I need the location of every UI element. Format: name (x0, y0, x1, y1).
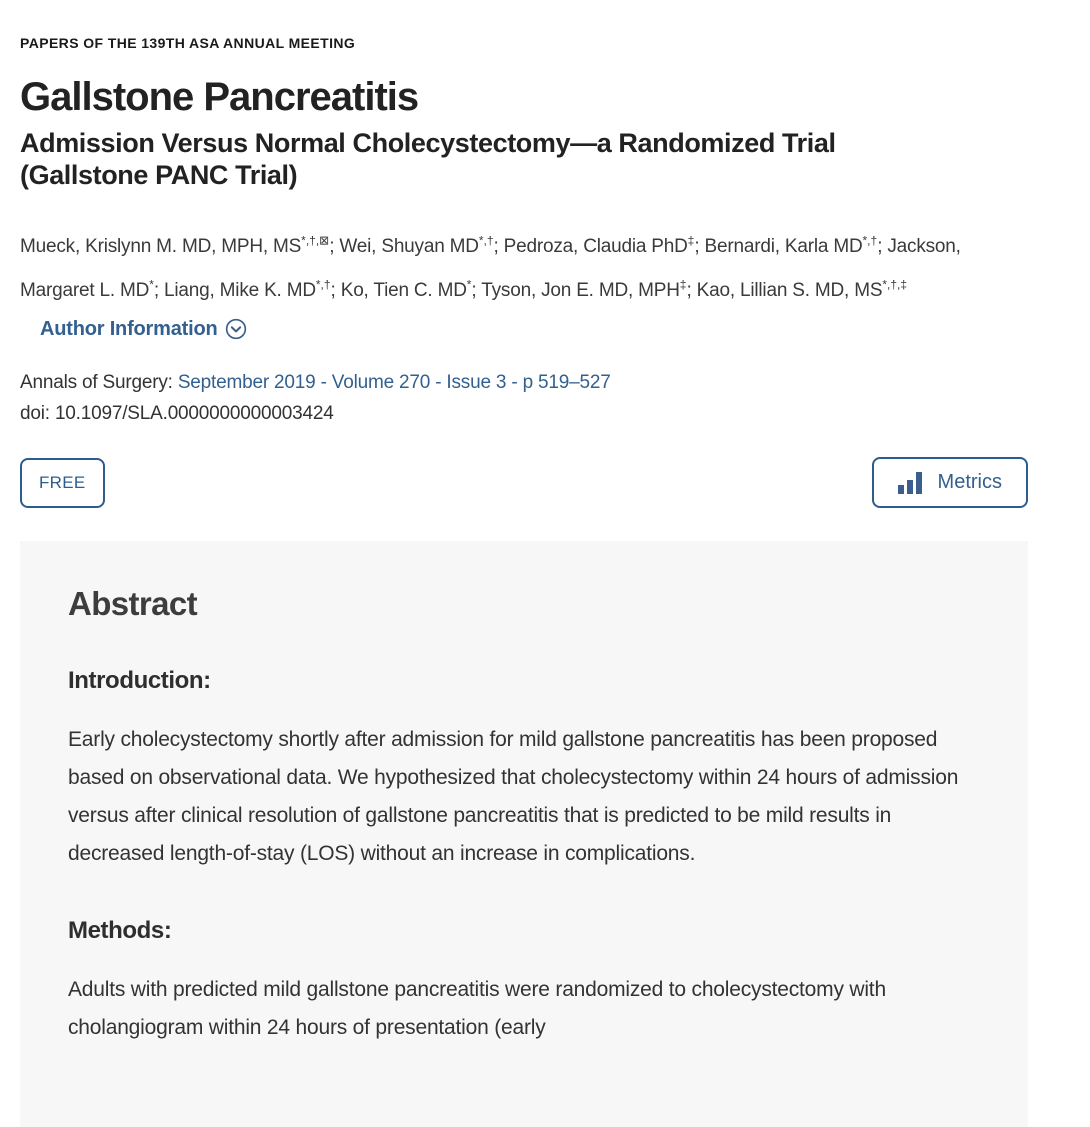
author-name: Bernardi, Karla MD (704, 236, 863, 258)
author: Jackson, Margaret L. MD*; (20, 236, 961, 302)
author-name: Tyson, Jon E. MD, MPH (481, 280, 680, 302)
author-affiliation-sup: *,† (478, 233, 494, 248)
free-access-badge[interactable]: FREE (20, 458, 105, 508)
author-affiliation-sup: ‡ (679, 278, 687, 293)
author-affiliation-sup: *,† (862, 233, 878, 248)
author-affiliation-sup: *,†,⊠ (301, 233, 330, 248)
doi-value: 10.1097/SLA.0000000000003424 (54, 403, 334, 425)
author-name: Jackson, Margaret L. MD (20, 236, 961, 302)
author-affiliation-sup: *,† (315, 278, 331, 293)
actions-row (20, 457, 1028, 508)
author-affiliation-sup: * (149, 278, 154, 293)
author-name: Wei, Shuyan MD (339, 236, 479, 258)
abstract-section-text: Early cholecystectomy shortly after admission for mild gallstone pancreatitis has been proposed based on observational data. We hypothesized that cholecystectomy within 24 hours of admission versus after clinical resolution of gallstone pancreatitis that is predicted to be mild results in decreased length-of-stay (LOS) without an increase in complications. (68, 728, 959, 866)
doi-label: doi: (20, 403, 50, 425)
author: Bernardi, Karla MD*,†; (704, 233, 888, 258)
author-name: Mueck, Krislynn M. MD, MPH, MS (20, 236, 302, 258)
author: Mueck, Krislynn M. MD, MPH, MS*,†,⊠; (20, 233, 340, 258)
author: Wei, Shuyan MD*,†; (339, 233, 504, 258)
chevron-down-circle-icon[interactable] (225, 318, 247, 340)
author: Liang, Mike K. MD*,†; (164, 278, 341, 302)
abstract-section-heading: Introduction: (68, 667, 211, 695)
author: Pedroza, Claudia PhD‡; (503, 233, 705, 258)
citation-line (20, 367, 1028, 398)
citation-block (20, 367, 1028, 429)
author-name: Pedroza, Claudia PhD (503, 236, 688, 258)
article-title: Gallstone Pancreatitis (20, 75, 419, 119)
author-affiliation-sup: * (466, 278, 472, 293)
article-subtitle: Admission Versus Normal Cholecystectomy—a Randomized Trial (Gallstone PANC Trial) (20, 128, 836, 191)
author-name: Ko, Tien C. MD (340, 280, 467, 302)
author-information-label: Author Information (40, 318, 218, 341)
author-affiliation-sup: ‡ (687, 233, 695, 248)
author-name: Liang, Mike K. MD (164, 280, 316, 302)
authors-block (20, 222, 1010, 350)
abstract-section-heading: Methods: (68, 917, 172, 945)
bar-chart-icon (898, 472, 922, 494)
abstract-sections (68, 667, 980, 1047)
abstract-panel (20, 541, 1028, 1127)
author-information-link[interactable] (40, 310, 247, 348)
journal-name: Annals of Surgery: (20, 372, 173, 394)
abstract-heading: Abstract (68, 585, 198, 623)
issue-link[interactable]: September 2019 - Volume 270 - Issue 3 - p 519–527 (177, 372, 611, 394)
author-name: Kao, Lillian S. MD, MS (696, 280, 883, 302)
doi-line (20, 398, 1028, 429)
metrics-label: Metrics (937, 471, 1002, 494)
author (697, 280, 907, 301)
author-affiliation-sup: *,†,‡ (882, 278, 907, 293)
abstract-section-text: Adults with predicted mild gallstone pancreatitis were randomized to cholecystectomy with cholangiogram within 24 hours of presentation (early (68, 978, 886, 1040)
collection-eyebrow: PAPERS OF THE 139TH ASA ANNUAL MEETING (20, 35, 356, 51)
metrics-button[interactable] (872, 457, 1028, 508)
authors-list (20, 233, 961, 302)
author: Tyson, Jon E. MD, MPH‡; (481, 278, 697, 302)
author: Ko, Tien C. MD*; (340, 278, 482, 302)
